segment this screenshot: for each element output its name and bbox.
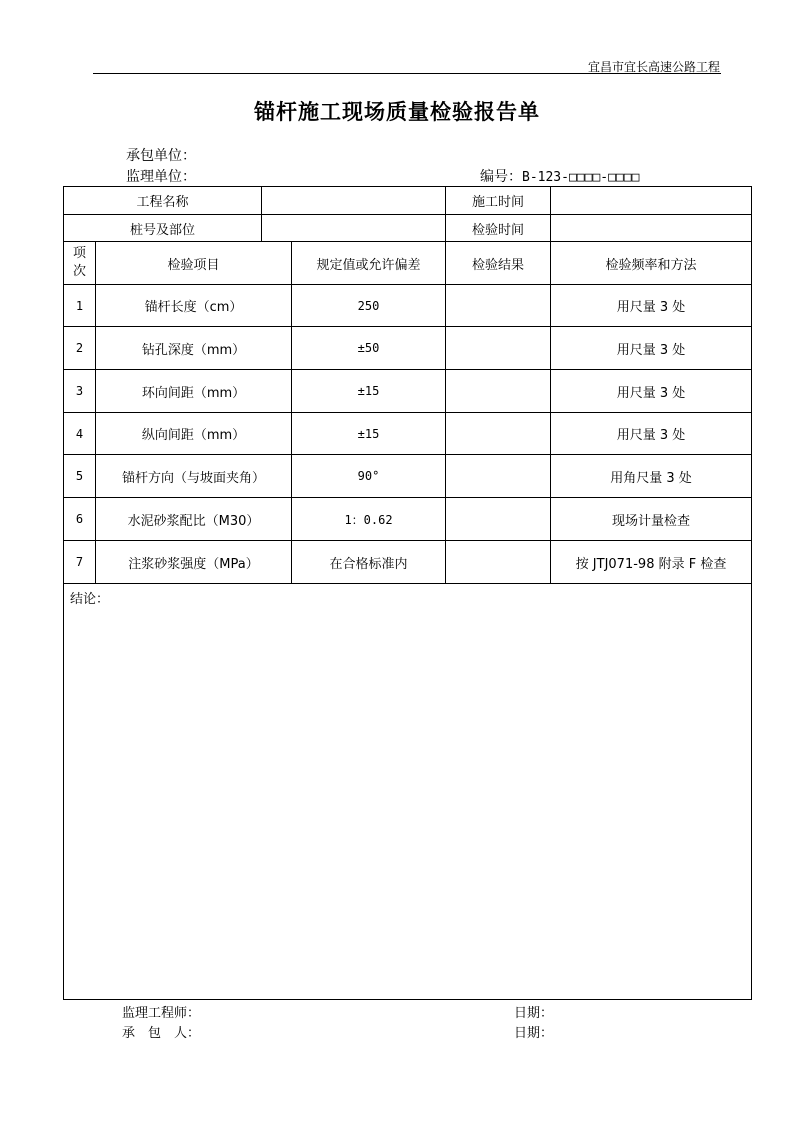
row-index: 7 bbox=[64, 541, 96, 584]
column-header-row bbox=[64, 242, 752, 285]
row-index: 2 bbox=[64, 327, 96, 370]
row-method: 现场计量检查 bbox=[551, 498, 752, 541]
project-name-label: 工程名称 bbox=[64, 187, 262, 215]
row-method: 用尺量 3 处 bbox=[551, 413, 752, 455]
contractor-unit-label: 承包单位： bbox=[126, 148, 196, 164]
contractor-person-label: 承 包 人： bbox=[122, 1026, 201, 1041]
supervising-engineer-label: 监理工程师： bbox=[122, 1006, 201, 1021]
construction-time-value[interactable] bbox=[551, 187, 752, 215]
col-method-header: 检验频率和方法 bbox=[551, 242, 752, 285]
row-result[interactable] bbox=[446, 285, 551, 327]
row-spec: 在合格标准内 bbox=[292, 541, 446, 584]
row-index: 1 bbox=[64, 285, 96, 327]
form-title: 锚杆施工现场质量检验报告单 bbox=[254, 99, 540, 124]
table-row bbox=[64, 498, 752, 541]
table-row bbox=[64, 541, 752, 584]
header-rule bbox=[93, 73, 721, 74]
row-item: 水泥砂浆配比（M30） bbox=[96, 498, 292, 541]
inspection-table bbox=[63, 186, 752, 1000]
row-index: 6 bbox=[64, 498, 96, 541]
row-index: 3 bbox=[64, 370, 96, 413]
station-part-value[interactable] bbox=[262, 215, 446, 242]
form-number bbox=[480, 166, 639, 186]
row-item: 锚杆方向（与坡面夹角） bbox=[96, 455, 292, 498]
info-row-1 bbox=[64, 187, 752, 215]
row-result[interactable] bbox=[446, 541, 551, 584]
contractor-date-label: 日期： bbox=[514, 1026, 554, 1041]
row-method: 用尺量 3 处 bbox=[551, 370, 752, 413]
inspection-time-value[interactable] bbox=[551, 215, 752, 242]
project-name-value[interactable] bbox=[262, 187, 446, 215]
col-index-header: 项次 bbox=[64, 242, 96, 285]
row-spec: ±15 bbox=[292, 370, 446, 413]
col-result-header: 检验结果 bbox=[446, 242, 551, 285]
row-item: 钻孔深度（mm） bbox=[96, 327, 292, 370]
row-result[interactable] bbox=[446, 370, 551, 413]
row-spec: 250 bbox=[292, 285, 446, 327]
table-row bbox=[64, 413, 752, 455]
table-row bbox=[64, 327, 752, 370]
row-item: 锚杆长度（cm） bbox=[96, 285, 292, 327]
supervisor-unit-label: 监理单位： bbox=[126, 169, 196, 185]
row-result[interactable] bbox=[446, 413, 551, 455]
engineer-date-label: 日期： bbox=[514, 1006, 554, 1021]
table-row bbox=[64, 285, 752, 327]
row-spec: 1：0.62 bbox=[292, 498, 446, 541]
row-index: 5 bbox=[64, 455, 96, 498]
row-spec: 90° bbox=[292, 455, 446, 498]
col-item-header: 检验项目 bbox=[96, 242, 292, 285]
form-number-value: B-123-□□□□-□□□□ bbox=[522, 170, 640, 185]
row-result[interactable] bbox=[446, 498, 551, 541]
table-row bbox=[64, 455, 752, 498]
row-method: 用尺量 3 处 bbox=[551, 327, 752, 370]
table-row bbox=[64, 370, 752, 413]
row-result[interactable] bbox=[446, 455, 551, 498]
row-method: 用尺量 3 处 bbox=[551, 285, 752, 327]
form-number-label: 编号： bbox=[480, 169, 522, 185]
row-spec: ±50 bbox=[292, 327, 446, 370]
row-method: 用角尺量 3 处 bbox=[551, 455, 752, 498]
info-row-2 bbox=[64, 215, 752, 242]
row-method: 按 JTJ071-98 附录 F 检查 bbox=[551, 541, 752, 584]
row-item: 环向间距（mm） bbox=[96, 370, 292, 413]
row-result[interactable] bbox=[446, 327, 551, 370]
row-item: 注浆砂浆强度（MPa） bbox=[96, 541, 292, 584]
project-header: 宜昌市宜长高速公路工程 bbox=[587, 60, 720, 74]
conclusion-label: 结论： bbox=[70, 592, 110, 607]
conclusion-row bbox=[64, 584, 752, 1000]
row-item: 纵向间距（mm） bbox=[96, 413, 292, 455]
station-part-label: 桩号及部位 bbox=[64, 215, 262, 242]
conclusion-cell[interactable] bbox=[64, 584, 752, 1000]
row-index: 4 bbox=[64, 413, 96, 455]
construction-time-label: 施工时间 bbox=[446, 187, 551, 215]
col-spec-header: 规定值或允许偏差 bbox=[292, 242, 446, 285]
row-spec: ±15 bbox=[292, 413, 446, 455]
inspection-time-label: 检验时间 bbox=[446, 215, 551, 242]
